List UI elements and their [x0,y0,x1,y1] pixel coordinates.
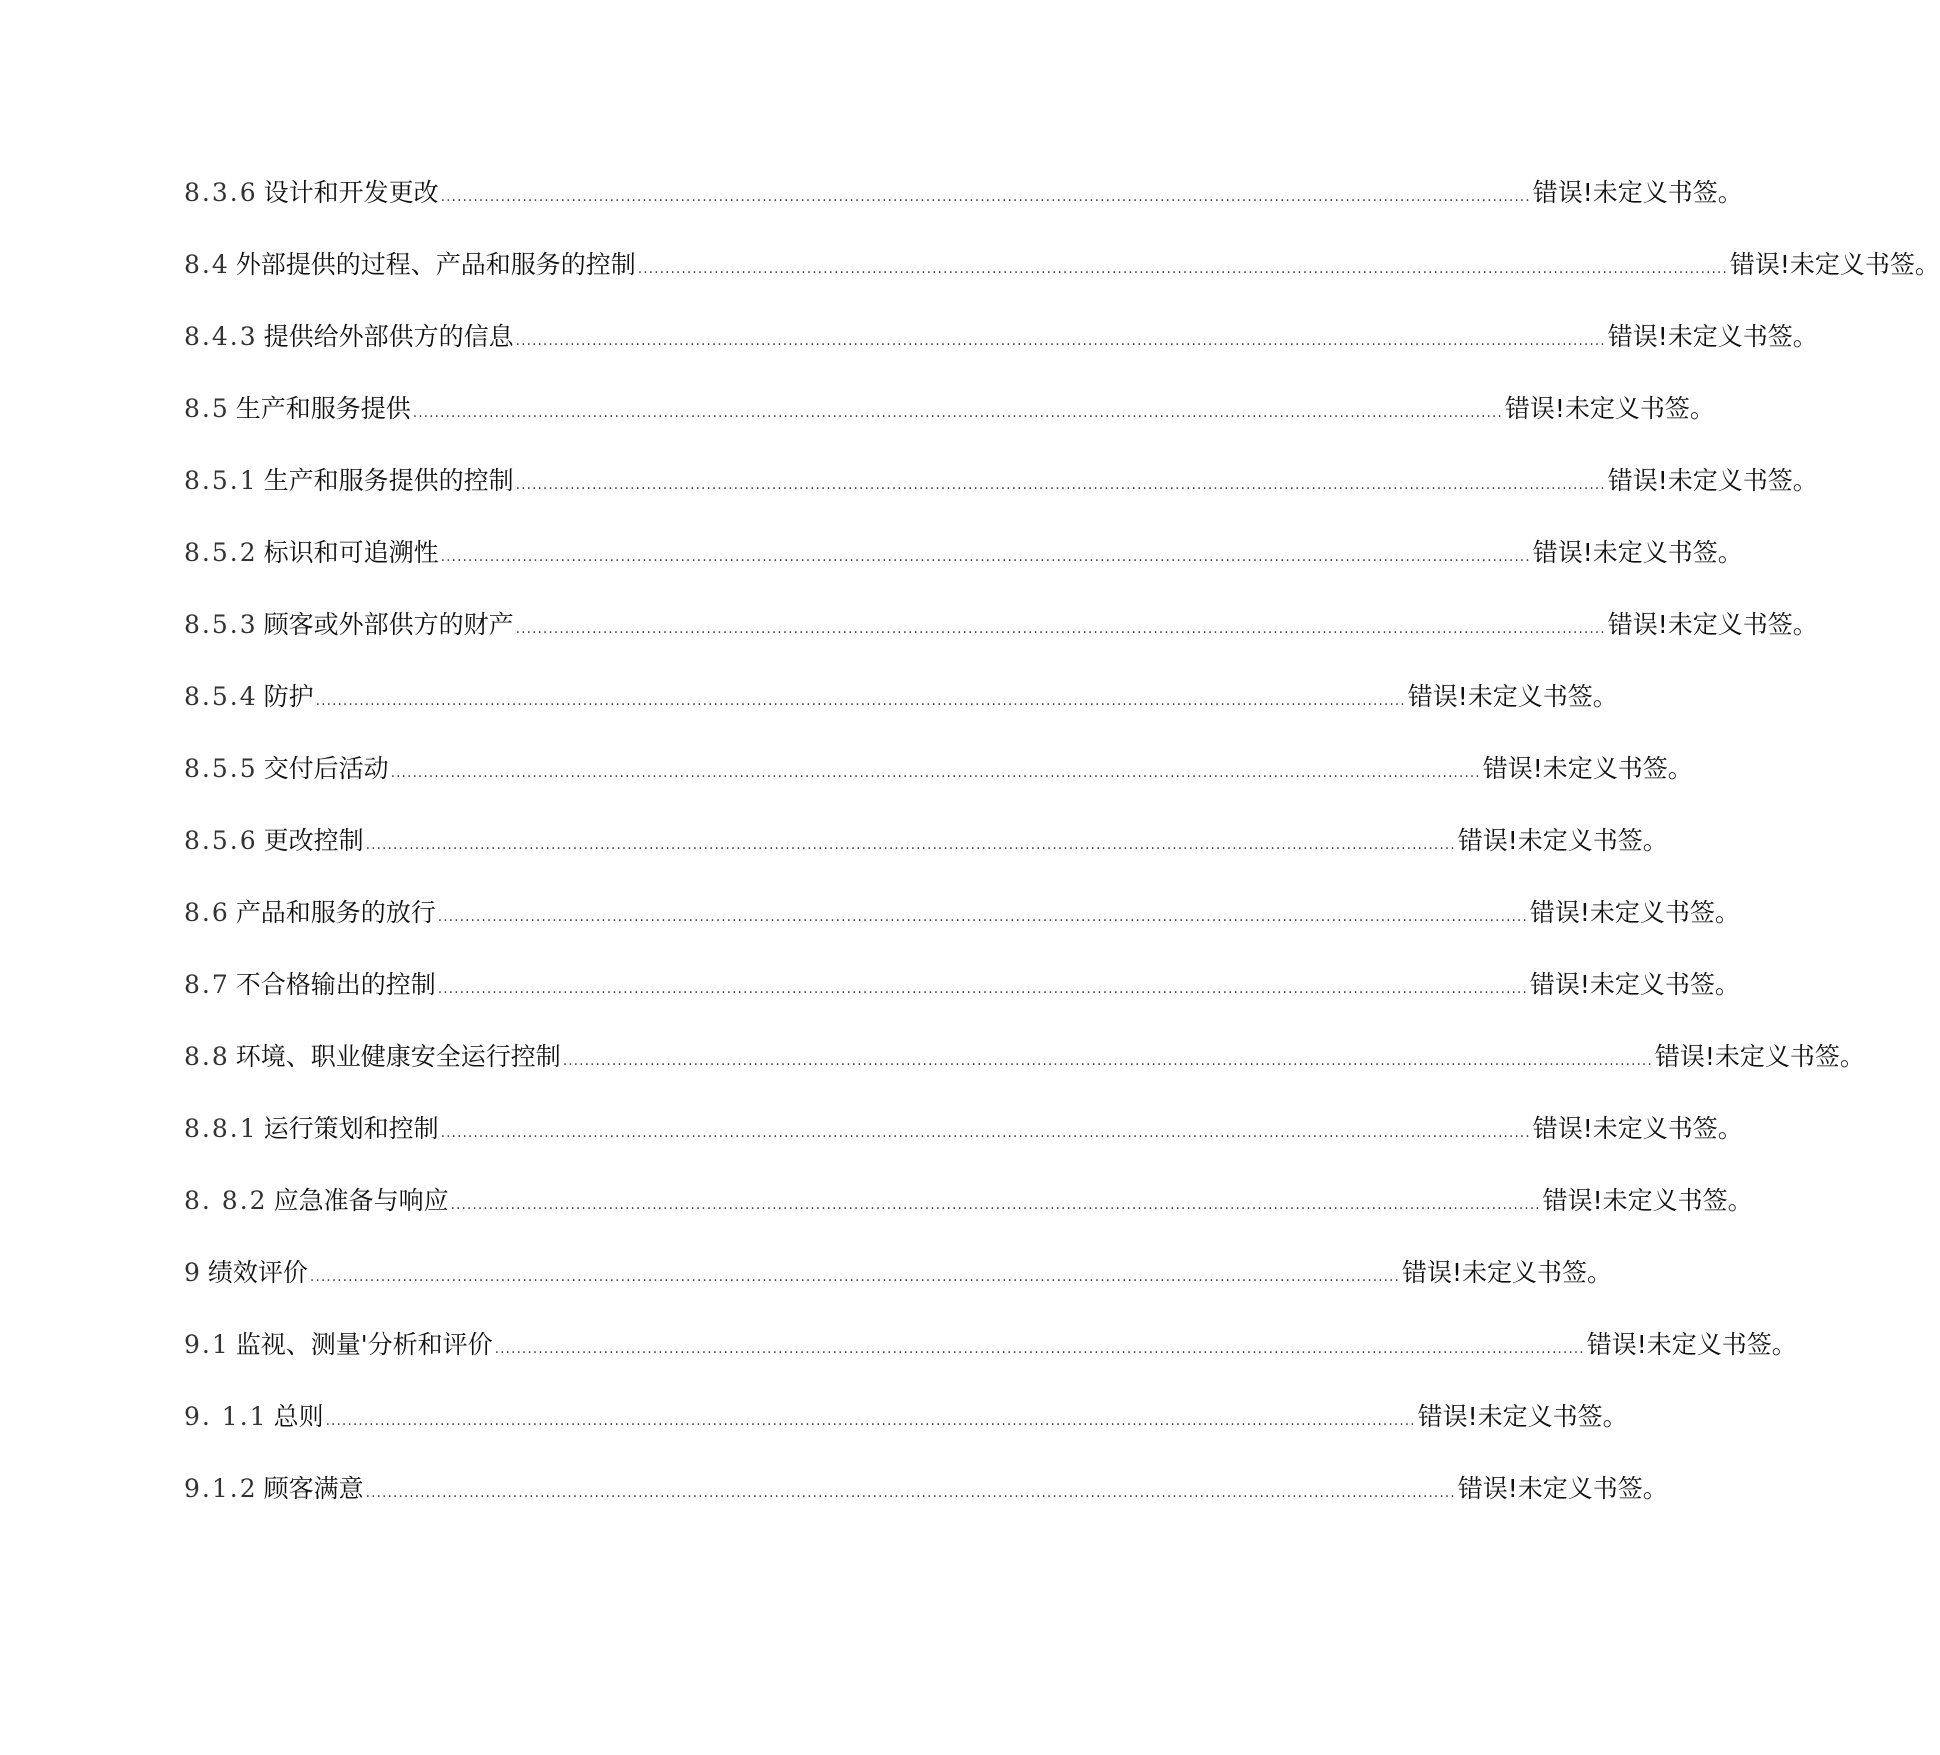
toc-entry-page-ref: 错误!未定义书签。 [1529,898,1740,927]
toc-entry-number: 8.5.5 [184,754,258,783]
toc-dot-leader: ........................................................................................................................................................................................................ [440,549,1531,565]
toc-entry[interactable] [184,1112,1743,1184]
toc-dot-leader: ........................................................................................................................................................................................................ [494,1341,1585,1357]
toc-entry-number: 8.3.6 [184,178,258,207]
toc-entry-page-ref: 错误!未定义书签。 [1729,250,1940,279]
toc-entry-page-ref: 错误!未定义书签。 [1607,610,1818,639]
toc-entry-number: 8.5.3 [184,610,258,639]
toc-entry[interactable] [184,1256,1612,1328]
toc-entry-page-ref: 错误!未定义书签。 [1457,826,1668,855]
toc-entry-title: 环境、职业健康安全运行控制 [235,1042,561,1071]
toc-entry[interactable] [184,608,1818,680]
toc-entry-title: 不合格输出的控制 [235,970,436,999]
toc-dot-leader: ........................................................................................................................................................................................................ [440,189,1531,205]
toc-entry-title: 顾客满意 [263,1474,364,1503]
toc-dot-leader: ........................................................................................................................................................................................................ [365,837,1456,853]
toc-entry[interactable] [184,824,1668,896]
toc-entry[interactable] [184,1040,1865,1112]
toc-dot-leader: ........................................................................................................................................................................................................ [365,1485,1456,1501]
toc-entry-number: 8.5.4 [184,682,258,711]
toc-entry-number: 8.5.6 [184,826,258,855]
toc-entry[interactable] [184,1400,1628,1472]
toc-entry-number: 8.5 [184,394,230,423]
toc-entry-number: 9. 1.1 [184,1402,268,1431]
toc-entry-page-ref: 错误!未定义书签。 [1407,682,1618,711]
toc-entry-number: 8.6 [184,898,230,927]
toc-entry-number: 8.4 [184,250,230,279]
toc-entry-title: 标识和可追溯性 [263,538,439,567]
toc-entry-number: 9.1.2 [184,1474,258,1503]
toc-entry-number: 8.5.1 [184,466,258,495]
toc-entry[interactable] [184,536,1743,608]
toc-entry[interactable] [184,752,1693,824]
toc-dot-leader: ........................................................................................................................................................................................................ [309,1269,1400,1285]
toc-entry-number: 9.1 [184,1330,230,1359]
toc-entry-title: 提供给外部供方的信息 [263,322,514,351]
toc-entry-title: 总则 [273,1402,324,1431]
toc-entry-title: 顾客或外部供方的财产 [263,610,514,639]
toc-entry[interactable] [184,320,1818,392]
toc-entry[interactable] [184,248,1940,320]
toc-entry-title: 监视、测量'分析和评价 [235,1330,493,1359]
toc-entry-number: 8.8 [184,1042,230,1071]
toc-entry-page-ref: 错误!未定义书签。 [1586,1330,1797,1359]
toc-dot-leader: ........................................................................................................................................................................................................ [450,1197,1541,1213]
toc-dot-leader: ........................................................................................................................................................................................................ [390,765,1481,781]
toc-entry-title: 绩效评价 [207,1258,308,1287]
toc-entry-title: 更改控制 [263,826,364,855]
toc-dot-leader: ........................................................................................................................................................................................................ [437,909,1528,925]
toc-entry-title: 外部提供的过程、产品和服务的控制 [235,250,636,279]
toc-dot-leader: ........................................................................................................................................................................................................ [325,1413,1416,1429]
toc-entry-page-ref: 错误!未定义书签。 [1532,538,1743,567]
toc-entry-page-ref: 错误!未定义书签。 [1401,1258,1612,1287]
toc-dot-leader: ........................................................................................................................................................................................................ [515,333,1606,349]
toc-entry-page-ref: 错误!未定义书签。 [1417,1402,1628,1431]
toc-entry-page-ref: 错误!未定义书签。 [1607,322,1818,351]
toc-entry-page-ref: 错误!未定义书签。 [1504,394,1715,423]
toc-entry-number: 8.4.3 [184,322,258,351]
table-of-contents [184,176,1940,1544]
toc-dot-leader: ........................................................................................................................................................................................................ [412,405,1503,421]
toc-entry-page-ref: 错误!未定义书签。 [1482,754,1693,783]
toc-entry-number: 8.8.1 [184,1114,258,1143]
toc-dot-leader: ........................................................................................................................................................................................................ [515,621,1606,637]
toc-entry[interactable] [184,680,1618,752]
toc-dot-leader: ........................................................................................................................................................................................................ [562,1053,1653,1069]
toc-entry-page-ref: 错误!未定义书签。 [1457,1474,1668,1503]
toc-entry-page-ref: 错误!未定义书签。 [1532,1114,1743,1143]
toc-entry[interactable] [184,1472,1668,1544]
toc-dot-leader: ........................................................................................................................................................................................................ [637,261,1728,277]
toc-entry[interactable] [184,392,1715,464]
toc-entry-title: 交付后活动 [263,754,389,783]
toc-entry-number: 9 [184,1258,202,1287]
toc-entry-title: 生产和服务提供的控制 [263,466,514,495]
toc-dot-leader: ........................................................................................................................................................................................................ [515,477,1606,493]
toc-entry[interactable] [184,896,1740,968]
toc-entry-number: 8. 8.2 [184,1186,268,1215]
toc-entry-number: 8.7 [184,970,230,999]
toc-entry-title: 设计和开发更改 [263,178,439,207]
toc-entry-page-ref: 错误!未定义书签。 [1542,1186,1753,1215]
toc-entry-page-ref: 错误!未定义书签。 [1529,970,1740,999]
toc-dot-leader: ........................................................................................................................................................................................................ [315,693,1406,709]
toc-entry-title: 产品和服务的放行 [235,898,436,927]
toc-entry[interactable] [184,464,1818,536]
toc-entry[interactable] [184,968,1740,1040]
toc-entry-title: 防护 [263,682,314,711]
toc-entry-page-ref: 错误!未定义书签。 [1654,1042,1865,1071]
toc-entry-page-ref: 错误!未定义书签。 [1607,466,1818,495]
toc-dot-leader: ........................................................................................................................................................................................................ [440,1125,1531,1141]
toc-entry-title: 运行策划和控制 [263,1114,439,1143]
toc-entry[interactable] [184,176,1743,248]
toc-entry-title: 生产和服务提供 [235,394,411,423]
toc-entry-number: 8.5.2 [184,538,258,567]
toc-entry-page-ref: 错误!未定义书签。 [1532,178,1743,207]
toc-entry[interactable] [184,1184,1753,1256]
toc-entry-title: 应急准备与响应 [273,1186,449,1215]
toc-dot-leader: ........................................................................................................................................................................................................ [437,981,1528,997]
toc-entry[interactable] [184,1328,1797,1400]
